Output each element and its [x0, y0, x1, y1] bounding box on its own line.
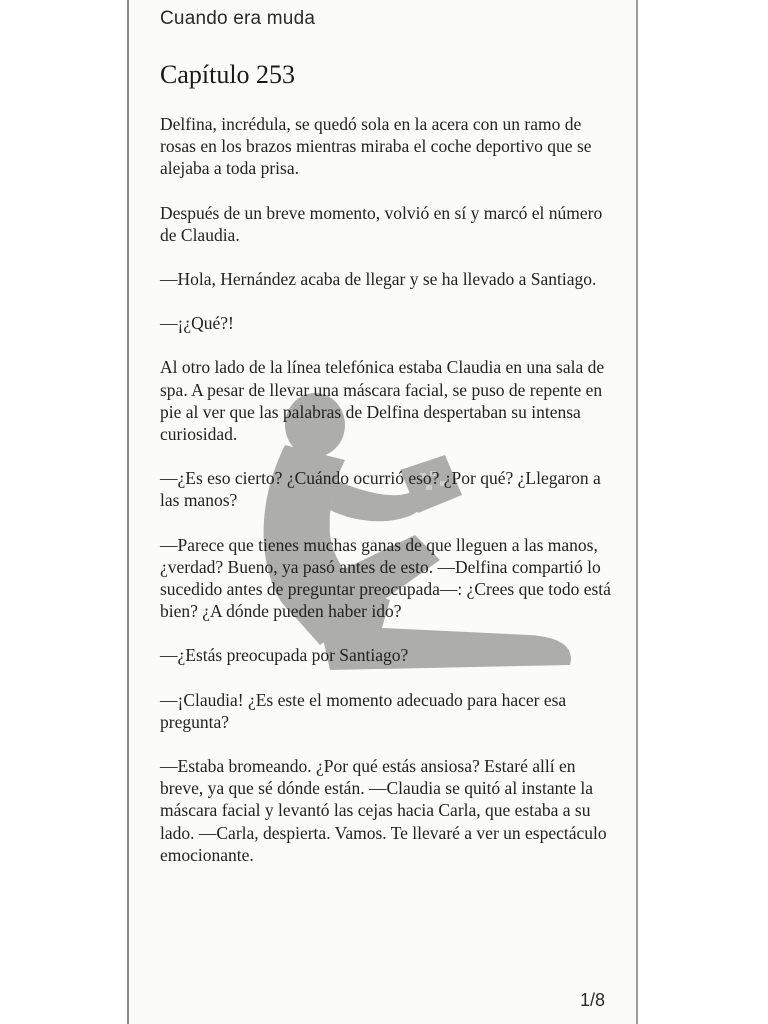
paragraph: —Parece que tienes muchas ganas de que lleguen a las manos, ¿verdad? Bueno, ya pasó antes de esto. —Delfina compartió lo sucedido antes de preguntar preocupada—: ¿Crees que todo está bien? ¿A dónde pueden haber ido? — [160, 534, 611, 622]
paragraph: —Hola, Hernández acaba de llegar y se ha llevado a Santiago. — [160, 269, 597, 290]
scan-edge-right — [636, 0, 638, 1024]
chapter-body — [160, 113, 615, 888]
page-indicator: 1/8 — [580, 990, 606, 1010]
paragraph: Después de un breve momento, volvió en sí y marcó el número de Claudia. — [160, 202, 603, 245]
paragraph: Delfina, incrédula, se quedó sola en la acera con un ramo de rosas en los brazos mientras miraba el coche deportivo que se alejaba a toda prisa. — [160, 114, 592, 179]
paragraph: —¡Claudia! ¿Es este el momento adecuado para hacer esa pregunta? — [160, 689, 567, 732]
chapter-title: Capítulo 253 — [160, 60, 296, 89]
paragraph: —¿Estás preocupada por Santiago? — [160, 645, 409, 666]
paragraph: —Estaba bromeando. ¿Por qué estás ansiosa? Estaré allí en breve, ya que sé dónde están. —Claudia se quitó al instante la máscara facial y levantó las cejas hacia Carla, que estaba a su lado. —Carla, despierta. Vamos. Te llevaré a ver un espectáculo emocionante. — [160, 756, 607, 865]
paragraph: —¡¿Qué?! — [160, 313, 234, 334]
book-title: Cuando era muda — [160, 8, 316, 29]
paragraph: Al otro lado de la línea telefónica estaba Claudia en una sala de spa. A pesar de llevar una máscara facial, se puso de repente en pie al ver que las palabras de Delfina despertaban su intensa curiosidad. — [160, 357, 605, 445]
paragraph: —¿Es eso cierto? ¿Cuándo ocurrió eso? ¿Por qué? ¿Llegaron a las manos? — [160, 468, 601, 511]
